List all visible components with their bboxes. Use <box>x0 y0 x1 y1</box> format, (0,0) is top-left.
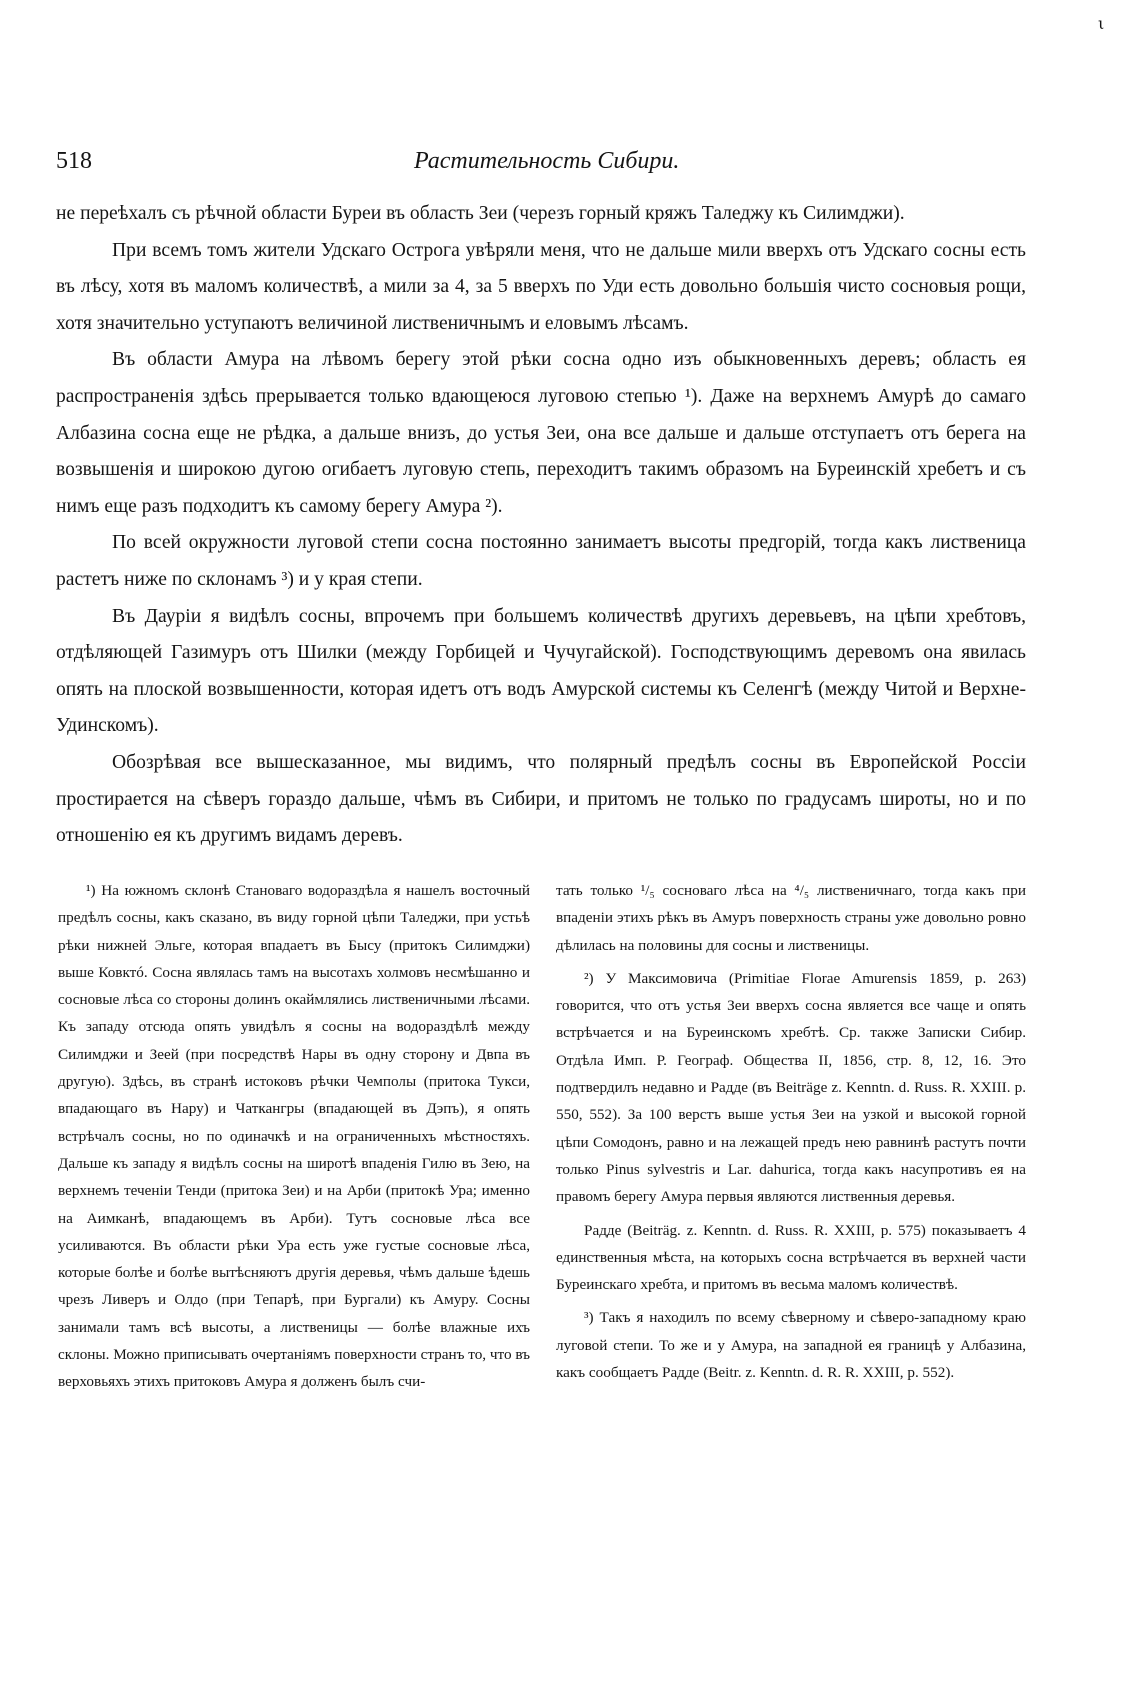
paragraph: Въ области Амура на лѣвомъ берегу этой рѣки сосна одно изъ обыкновенныхъ деревъ; область ея распространенія здѣсь прерывается только вдающеюся луговою степью ¹). Даже на верхнемъ Амурѣ до самаго Албазина сосна еще не рѣдка, а дальше внизъ, до устья Зеи, она все дальше и дальше отступаетъ отъ берега на возвышенія и широкою дугою огибаетъ луговую степь, переходитъ такимъ образомъ на Буреинскій хребетъ и съ нимъ еще разъ подходитъ къ самому берегу Амура ²). <box>56 349 1026 517</box>
paragraph: не переѣхалъ съ рѣчной области Буреи въ область Зеи (черезъ горный кряжъ Таледжу къ Силимджи). <box>56 203 905 224</box>
paragraph: Въ Дауріи я видѣлъ сосны, впрочемъ при большемъ количествѣ другихъ деревьевъ, на цѣпи хребтовъ, отдѣляющей Газимуръ отъ Шилки (между Горбицей и Чучугайской). Господствующимъ деревомъ она явилась опять на плоской возвышенности, которая идетъ отъ водъ Амурской системы къ Селенгѣ (между Читой и Верхне-Удинскомъ). <box>56 605 1026 737</box>
footnote-1-continued: тать только ¹/₅ сосноваго лѣса на ⁴/₅ лиственичнаго, тогда какъ при впаденіи этихъ рѣкъ въ Амуръ поверхность страны уже довольно ровно дѣлилась на половины для сосны и лиственицы. <box>556 882 1026 954</box>
footnote-2: ²) У Максимовича (Primitiae Florae Amurensis 1859, p. 263) говорится, что отъ устья Зеи вверхъ сосна является все чаще и опять встрѣчается и на Буреинскомъ хребтѣ. Ср. также Записки Сибир. Отдѣла Имп. Р. Географ. Общества II, 1856, стр. 8, 12, 16. Это подтвердилъ недавно и Радде (въ Beiträge z. Kenntn. d. Russ. R. XXIII. p. 550, 552). За 100 верстъ выше устья Зеи на узкой и высокой горной цѣпи Сомодонъ, равно и на лежащей предъ нею равнинѣ растутъ почти только Pinus sylvestris и Lar. dahurica, тогда какъ насупротивъ ея на правомъ берегу Амура первыя являются лиственныя деревья. <box>556 969 1026 1206</box>
paragraph: Обозрѣвая все вышесказанное, мы видимъ, что полярный предѣлъ сосны въ Европейской Россіи простирается на сѣверъ гораздо дальше, чѣмъ въ Сибири, и притомъ не только по градусамъ широты, но и по отношенію ея къ другимъ видамъ деревъ. <box>56 751 1026 847</box>
footnote-3: ³) Такъ я находилъ по всему сѣверному и сѣверо-западному краю луговой степи. То же и у Амура, на западной ея границѣ у Албазина, какъ сообщаетъ Радде (Beitr. z. Kenntn. d. R. R. XXIII, p. 552). <box>556 1309 1026 1382</box>
main-text <box>56 196 1026 855</box>
footnotes-left-column <box>58 877 530 1402</box>
footnote-1: ¹) На южномъ склонѣ Становаго водораздѣла я нашелъ восточный предѣлъ сосны, какъ сказано, въ виду горной цѣпи Таледжи, при устьѣ рѣки нижней Эльге, которая впадаетъ въ Бысу (притокъ Силимджи) выше Ковктó. Сосна являлась тамъ на высотахъ холмовъ несмѣшанно и сосновые лѣса со стороны долинъ окаймлялись лиственичными лѣсами. Къ западу отсюда опять увидѣлъ я сосны на водораздѣлѣ между Силимджи и Зеей (при посредствѣ Нары въ одну сторону и Двпа въ другую). Здѣсь, въ странѣ истоковъ рѣчки Чемполы (притока Тукси, впадающаго въ Нару) и Чаткангры (впадающей въ Дэпъ), я опять встрѣчалъ сосны, но по одиначкѣ и на ограниченныхъ мѣстностяхъ. Дальше къ западу я видѣлъ сосны на широтѣ впаденія Гилю въ Зею, на верхнемъ теченіи Тенди (притока Зеи) и на Арби (притокѣ Ура; именно на Аимканѣ, впадающемъ въ Арби). Тутъ сосновые лѣса все усиливаются. Въ области рѣки Ура есть уже густые сосновые лѣса, которые болѣе и болѣе вытѣсняютъ другія деревья, чѣмъ дальше ѣдешь чрезъ Ливеръ и Олдо (при Тепарѣ, при Бургали) къ Амуру. Сосны занимали тамъ всѣ высоты, а лиственицы — болѣе влажные ихъ склоны. Можно приписывать очертаніямъ поверхности странъ то, что въ верховьяхъ этихъ притоковъ Амура я долженъ былъ счи- <box>58 882 530 1391</box>
running-head: Растительность Сибири. <box>414 148 680 174</box>
print-speck: ι <box>1098 14 1105 33</box>
page-number: 518 <box>56 148 92 174</box>
paragraph: По всей окружности луговой степи сосна постоянно занимаетъ высоты предгорій, тогда какъ лиственица растетъ ниже по склонамъ ³) и у края степи. <box>56 532 1026 590</box>
footnote-2-continued: Радде (Beiträg. z. Kenntn. d. Russ. R. XXIII, p. 575) показываетъ 4 единственныя мѣста, на которыхъ сосна встрѣчается въ верхней части Буреинскаго хребта, и притомъ въ весьма маломъ количествѣ. <box>556 1221 1026 1294</box>
page-header <box>56 148 1026 188</box>
paragraph: При всемъ томъ жители Удскаго Острога увѣряли меня, что не дальше мили вверхъ отъ Удскаго сосны есть въ лѣсу, хотя въ маломъ количествѣ, а мили за 4, за 5 вверхъ по Уди есть довольно большія чисто сосновыя рощи, хотя значительно уступаютъ величиной лиственичнымъ и еловымъ лѣсамъ. <box>56 239 1026 334</box>
footnotes-right-column <box>556 877 1026 1392</box>
